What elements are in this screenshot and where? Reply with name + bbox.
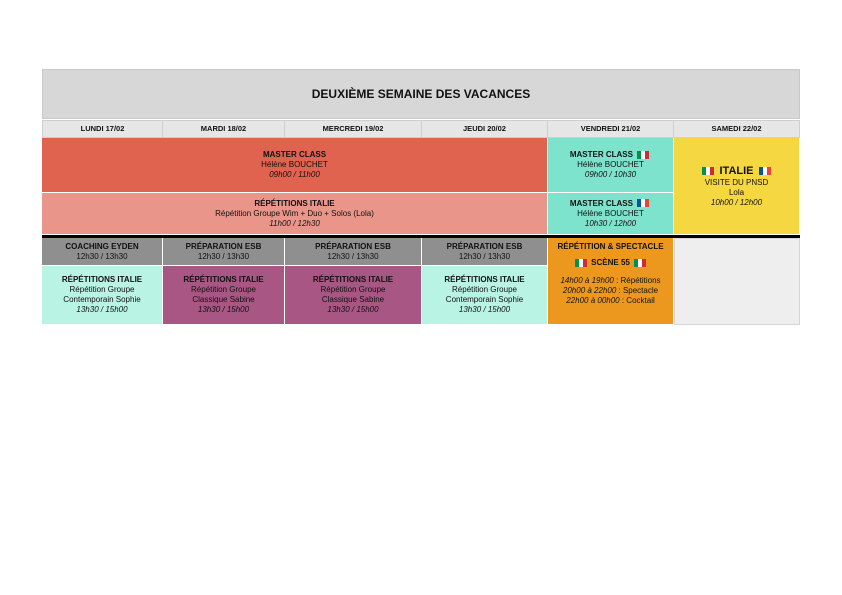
day-header-thursday: JEUDI 20/02	[422, 120, 548, 138]
block-title: MASTER CLASS	[262, 150, 327, 159]
thursday-repetitions-block	[422, 266, 548, 325]
monday-repetitions-block	[42, 266, 163, 325]
saturday-italie-block	[674, 138, 800, 235]
block-line2: Classique Sabine	[192, 295, 255, 304]
block-title: RÉPÉTITIONS ITALIE	[61, 275, 143, 284]
block-title: COACHING EYDEN	[65, 241, 139, 251]
block-title: ITALIE	[719, 165, 754, 177]
block-time: 11h00 / 12h30	[269, 218, 320, 228]
venue-row	[573, 258, 648, 268]
item-time: 14h00 à 19h00	[560, 276, 614, 285]
block-line2: Contemporain Sophie	[63, 295, 141, 304]
block-line1: Répétition Groupe	[320, 285, 386, 294]
block-time: 12h30 / 13h30	[327, 251, 379, 261]
block-title: RÉPÉTITIONS ITALIE	[444, 275, 525, 284]
friday-spectacle-block	[548, 238, 674, 325]
block-time: 13h30 / 15h00	[327, 305, 379, 314]
block-line2: Classique Sabine	[321, 295, 385, 304]
block-line1: Répétition Groupe	[69, 285, 135, 294]
thursday-preparation-block	[422, 238, 548, 266]
item-label: : Répétitions	[613, 276, 661, 285]
block-time: 10h30 / 12h00	[584, 218, 637, 228]
schedule-sheet	[42, 69, 800, 325]
friday-master-class-1	[548, 138, 674, 193]
italy-flag-icon	[575, 259, 587, 267]
block-line1: Répétition Groupe	[191, 285, 256, 294]
master-class-week-block	[42, 138, 548, 193]
block-title: RÉPÉTITIONS ITALIE	[183, 275, 264, 284]
block-title-row	[570, 150, 651, 160]
block-time: 12h30 / 13h30	[76, 251, 128, 261]
wednesday-preparation-block	[285, 238, 422, 266]
item-label: : Cocktail	[619, 296, 655, 305]
saturday-empty-block	[674, 238, 800, 325]
wednesday-repetitions-block	[285, 266, 422, 325]
block-line2: Lola	[728, 188, 745, 197]
monday-coaching-block	[42, 238, 163, 266]
tuesday-repetitions-block	[163, 266, 285, 325]
block-line2: Contemporain Sophie	[445, 295, 524, 304]
block-title: RÉPÉTITION & SPECTACLE	[557, 242, 664, 251]
block-line1: VISITE DU PNSD	[704, 178, 769, 187]
block-time: 09h00 / 11h00	[269, 170, 320, 179]
block-title: PRÉPARATION ESB	[315, 241, 391, 251]
schedule-title: DEUXIÈME SEMAINE DES VACANCES	[42, 69, 800, 119]
day-header-friday: VENDREDI 21/02	[548, 120, 674, 138]
venue-name: SCÈNE 55	[591, 258, 630, 267]
block-title: PRÉPARATION ESB	[185, 241, 262, 251]
schedule-item	[560, 276, 660, 286]
item-label: : Spectacle	[616, 286, 659, 295]
block-time: 13h30 / 15h00	[458, 305, 511, 314]
day-header-tuesday: MARDI 18/02	[163, 120, 285, 138]
block-desc: Répétition Groupe Wim + Duo + Solos (Lola)	[215, 208, 374, 218]
item-time: 20h00 à 22h00	[562, 286, 617, 295]
block-time: 10h00 / 12h00	[710, 198, 763, 207]
block-time: 12h30 / 13h30	[458, 251, 511, 261]
day-header-wednesday: MERCREDI 19/02	[285, 120, 422, 138]
italy-flag-icon	[702, 167, 714, 175]
block-title-row	[570, 199, 651, 209]
friday-master-class-2	[548, 193, 674, 235]
block-line1: Répétition Groupe	[452, 285, 517, 294]
item-time: 22h00 à 00h00	[566, 296, 620, 305]
france-flag-icon	[759, 167, 771, 175]
block-title: RÉPÉTITIONS ITALIE	[312, 275, 394, 284]
block-time: 13h30 / 15h00	[76, 305, 128, 314]
italy-flag-icon	[637, 151, 649, 159]
block-time: 12h30 / 13h30	[197, 251, 250, 261]
repetitions-week-block	[42, 193, 548, 235]
france-flag-icon	[637, 199, 649, 207]
block-title-row	[700, 164, 772, 178]
block-name: Hélène BOUCHET	[261, 160, 328, 169]
schedule-item	[566, 296, 655, 306]
block-time: 09h00 / 10h30	[584, 170, 637, 179]
block-name: Hélène BOUCHET	[577, 208, 644, 218]
day-header-monday: LUNDI 17/02	[42, 120, 163, 138]
italy-flag-icon	[634, 259, 646, 267]
day-header-saturday: SAMEDI 22/02	[674, 120, 800, 138]
block-title: RÉPÉTITIONS ITALIE	[254, 198, 335, 208]
block-title: PRÉPARATION ESB	[446, 241, 523, 251]
schedule-item	[563, 286, 658, 296]
block-title: MASTER CLASS	[569, 198, 633, 208]
block-title: MASTER CLASS	[569, 150, 633, 159]
block-time: 13h30 / 15h00	[197, 305, 250, 314]
block-name: Hélène BOUCHET	[577, 160, 644, 169]
tuesday-preparation-block	[163, 238, 285, 266]
